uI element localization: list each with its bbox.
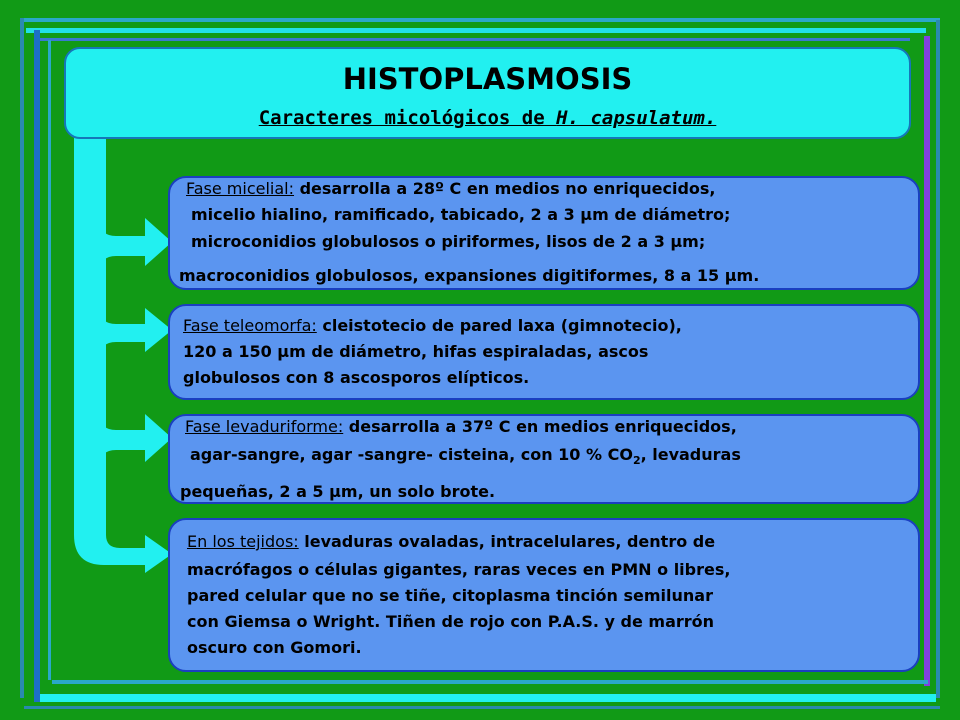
tejidos-line-3: pared celular que no se tiñe, citoplasma tinción semilunar — [187, 586, 713, 605]
teleomorfa-line-1 — [183, 316, 682, 335]
box-fase-teleomorfa — [168, 304, 920, 400]
tejidos-line-4: con Giemsa o Wright. Tiñen de rojo con P.A.S. y de marrón — [187, 612, 715, 631]
teleomorfa-text-1: cleistotecio de pared laxa (gimnotecio), — [316, 316, 682, 335]
arrow-fase-levaduriforme — [100, 414, 172, 466]
levaduriforme-text-3: , levaduras — [640, 445, 741, 464]
micelial-text-1: desarrolla a 28º C en medios no enriquecidos, — [294, 179, 716, 198]
micelial-line-1 — [186, 179, 716, 198]
arrow-fase-teleomorfa — [100, 308, 172, 358]
tejidos-line-2: macrófagos o células gigantes, raras veces en PMN o libres, — [187, 560, 731, 579]
title-box — [64, 47, 911, 139]
tejidos-line-5: oscuro con Gomori. — [187, 638, 362, 657]
levaduriforme-line-1 — [185, 417, 737, 436]
micelial-label: Fase micelial: — [186, 179, 295, 198]
levaduriforme-label: Fase levaduriforme: — [185, 417, 344, 436]
levaduriforme-line-3: pequeñas, 2 a 5 µm, un solo brote. — [180, 482, 496, 501]
teleomorfa-line-2: 120 a 150 µm de diámetro, hifas espiraladas, ascos — [183, 342, 649, 361]
page-subtitle — [66, 107, 909, 129]
teleomorfa-line-3: globulosos con 8 ascosporos elípticos. — [183, 368, 530, 387]
subtitle-species: H. capsulatum. — [556, 107, 717, 129]
subtitle-prefix: Caracteres micológicos de — [258, 107, 557, 129]
teleomorfa-label: Fase teleomorfa: — [183, 316, 317, 335]
connector-vertical-bar — [74, 135, 172, 573]
arrow-fase-micelial — [100, 218, 172, 272]
box-en-los-tejidos — [168, 518, 920, 672]
levaduriforme-text-1: desarrolla a 37º C en medios enriquecidos, — [343, 417, 737, 436]
micelial-line-3: microconidios globulosos o piriformes, lisos de 2 a 3 µm; — [191, 232, 706, 251]
box-fase-levaduriforme — [168, 414, 920, 504]
tejidos-line-1 — [187, 532, 715, 551]
page-title: HISTOPLASMOSIS — [342, 62, 633, 96]
tejidos-text-1: levaduras ovaladas, intracelulares, dentro de — [298, 532, 716, 551]
micelial-line-4: macroconidios globulosos, expansiones digitiformes, 8 a 15 µm. — [179, 266, 760, 285]
levaduriforme-text-2: agar-sangre, agar -sangre- cisteina, con 10 % CO — [190, 445, 633, 464]
tejidos-label: En los tejidos: — [187, 532, 299, 551]
micelial-line-2: micelio hialino, ramificado, tabicado, 2 a 3 µm de diámetro; — [191, 205, 731, 224]
co2-subscript: 2 — [632, 454, 641, 468]
box-fase-micelial — [168, 176, 920, 290]
levaduriforme-line-2 — [190, 445, 741, 467]
